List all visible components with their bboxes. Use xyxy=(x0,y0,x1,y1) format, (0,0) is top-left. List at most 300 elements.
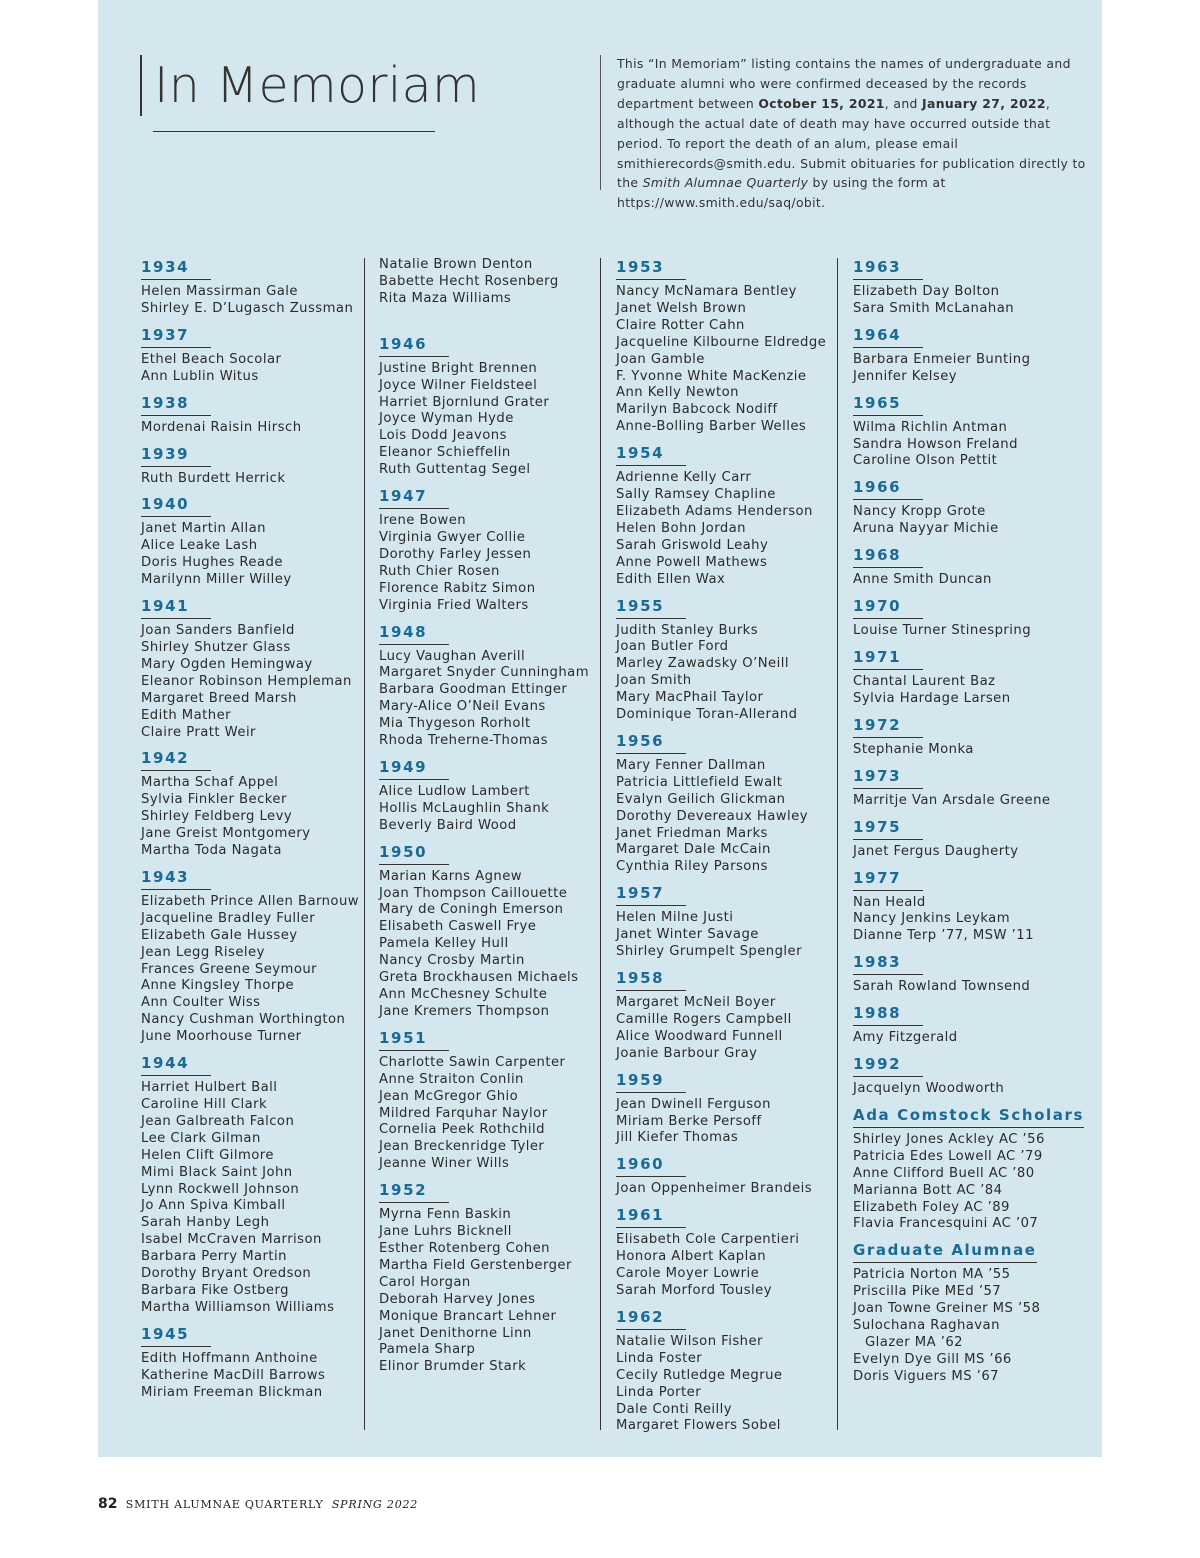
alum-name: Linda Porter xyxy=(616,1384,702,1400)
alum-name: Joan Gamble xyxy=(616,351,705,367)
year-section xyxy=(616,443,831,588)
year-heading: 1988 xyxy=(853,1004,923,1026)
alum-name: Wilma Richlin Antman xyxy=(853,419,1008,435)
year-section xyxy=(379,257,594,308)
alum-name: Evelyn Dye Gill MS ’66 xyxy=(853,1351,1012,1367)
name-list xyxy=(379,257,594,308)
alum-name: Frances Greene Seymour xyxy=(141,961,318,977)
year-heading: 1965 xyxy=(853,394,923,416)
alum-name: Edith Hoffmann Anthoine xyxy=(141,1350,318,1366)
year-heading: 1977 xyxy=(853,869,923,891)
alum-name: Sulochana Raghavan xyxy=(853,1318,1000,1334)
name-list xyxy=(853,844,1093,861)
name-list xyxy=(379,1055,594,1173)
alum-name: Janet Friedman Marks xyxy=(616,825,768,841)
alum-name: Margaret Breed Marsh xyxy=(141,690,297,706)
title-underline xyxy=(153,131,435,132)
alum-name: Irene Bowen xyxy=(379,513,467,529)
year-section xyxy=(853,393,1093,471)
year-section xyxy=(616,731,831,876)
alum-name: Margaret Snyder Cunningham xyxy=(379,665,590,681)
alum-name: Aruna Nayyar Michie xyxy=(853,521,999,537)
alum-name: Virginia Gwyer Collie xyxy=(379,529,526,545)
intro-accent-bar xyxy=(600,55,601,190)
alum-name: Barbara Fike Ostberg xyxy=(141,1282,289,1298)
alum-name: Marley Zawadsky O’Neill xyxy=(616,656,789,672)
alum-name: Barbara Enmeier Bunting xyxy=(853,351,1031,367)
name-list xyxy=(141,623,361,741)
alum-name: Barbara Goodman Ettinger xyxy=(379,682,568,698)
name-list xyxy=(616,995,831,1063)
alum-name: June Moorhouse Turner xyxy=(141,1029,302,1045)
alum-name: Sarah Morford Tousley xyxy=(616,1282,772,1298)
year-section xyxy=(853,545,1093,589)
alum-name: Esther Rotenberg Cohen xyxy=(379,1240,550,1256)
year-heading: Ada Comstock Scholars xyxy=(853,1106,1084,1128)
year-heading: 1941 xyxy=(141,597,211,619)
alum-name: Helen Milne Justi xyxy=(616,910,734,926)
year-section xyxy=(616,596,831,724)
year-heading: 1966 xyxy=(853,478,923,500)
alum-name: Lynn Rockwell Johnson xyxy=(141,1181,300,1197)
alum-name: Claire Pratt Weir xyxy=(141,724,256,740)
alum-name: Sylvia Finkler Becker xyxy=(141,792,287,808)
alum-name: Marilynn Miller Willey xyxy=(141,572,292,588)
year-section xyxy=(853,257,1093,318)
name-list xyxy=(616,1232,831,1300)
year-section xyxy=(616,1070,831,1148)
alum-name: Cecily Rutledge Megrue xyxy=(616,1367,783,1383)
year-heading: 1972 xyxy=(853,716,923,738)
alum-name: Charlotte Sawin Carpenter xyxy=(379,1054,566,1070)
date-end: January 27, 2022 xyxy=(922,95,1046,111)
year-heading: 1944 xyxy=(141,1054,211,1076)
alum-name: Patricia Edes Lowell AC ’79 xyxy=(853,1148,1043,1164)
year-heading: 1952 xyxy=(379,1181,449,1203)
alum-name: Beverly Baird Wood xyxy=(379,817,517,833)
alum-name: Alice Ludlow Lambert xyxy=(379,783,530,799)
alum-name: Florence Rabitz Simon xyxy=(379,580,536,596)
alum-name: Elizabeth Foley AC ’89 xyxy=(853,1199,1010,1215)
year-heading: 1959 xyxy=(616,1071,686,1093)
year-section xyxy=(616,883,831,961)
alum-name: Honora Albert Kaplan xyxy=(616,1249,767,1265)
alum-name: Jane Luhrs Bicknell xyxy=(379,1224,512,1240)
alum-name: Jennifer Kelsey xyxy=(853,368,958,384)
alum-name: Chantal Laurent Baz xyxy=(853,673,996,689)
name-list xyxy=(379,649,594,750)
alum-name: Natalie Wilson Fisher xyxy=(616,1333,763,1349)
year-section xyxy=(853,817,1093,861)
alum-name: Jacquelyn Woodworth xyxy=(853,1081,1005,1097)
alum-name: Sarah Hanby Legh xyxy=(141,1215,270,1231)
year-heading: 1938 xyxy=(141,394,211,416)
alum-name: Martha Field Gerstenberger xyxy=(379,1257,572,1273)
intro-text-1: This “In Memoriam” listing contains the names of undergraduate and graduate alumni who were confirmed deceased by the records department between xyxy=(617,56,1071,111)
names-column-3 xyxy=(616,257,831,1442)
alum-name: Marianna Bott AC ’84 xyxy=(853,1182,1003,1198)
alum-name: Hollis McLaughlin Shank xyxy=(379,800,550,816)
alum-name: Cynthia Riley Parsons xyxy=(616,859,768,875)
alum-name: Camille Rogers Campbell xyxy=(616,1011,792,1027)
year-heading: 1964 xyxy=(853,326,923,348)
column-divider xyxy=(600,258,601,1430)
alum-name: Eleanor Schieffelin xyxy=(379,445,511,461)
year-heading: 1958 xyxy=(616,969,686,991)
year-section xyxy=(141,596,361,741)
names-column-4 xyxy=(853,257,1093,1393)
alum-name: Rita Maza Williams xyxy=(379,290,512,306)
year-heading: 1953 xyxy=(616,258,686,280)
date-start: October 15, 2021 xyxy=(758,95,885,111)
title-accent-bar xyxy=(140,55,142,116)
alum-name: Caroline Olson Pettit xyxy=(853,453,998,469)
alum-name: Nancy Kropp Grote xyxy=(853,504,986,520)
year-section xyxy=(379,842,594,1021)
alum-name: Judith Stanley Burks xyxy=(616,622,759,638)
names-column-1 xyxy=(141,257,361,1409)
alum-name: Shirley Jones Ackley AC ’56 xyxy=(853,1131,1045,1147)
name-list xyxy=(616,284,831,436)
alum-name: Babette Hecht Rosenberg xyxy=(379,273,559,289)
year-heading: 1937 xyxy=(141,326,211,348)
year-section xyxy=(853,647,1093,708)
name-list xyxy=(141,1080,361,1317)
alum-name: Janet Martin Allan xyxy=(141,521,266,537)
year-section xyxy=(379,757,594,835)
year-heading: 1961 xyxy=(616,1206,686,1228)
name-list xyxy=(853,793,1093,810)
alum-name: Shirley Shutzer Glass xyxy=(141,639,291,655)
intro-text-3: , although the actual date of death may have occurred outside that period. To report the death of an alum, please email smithierecords@smith.edu. Submit obituaries for publication directly to the xyxy=(617,95,1086,191)
alum-name: Harriet Bjornlund Grater xyxy=(379,394,550,410)
alum-name: Anne Kingsley Thorpe xyxy=(141,978,295,994)
year-section xyxy=(616,1307,831,1435)
year-section xyxy=(853,952,1093,996)
name-list xyxy=(853,979,1093,996)
year-heading: 1970 xyxy=(853,597,923,619)
alum-name: Janet Denithorne Linn xyxy=(379,1325,532,1341)
name-list xyxy=(853,1132,1093,1233)
year-heading: 1992 xyxy=(853,1055,923,1077)
name-list xyxy=(141,775,361,860)
name-list xyxy=(379,784,594,835)
name-list xyxy=(853,572,1093,589)
alum-name: Barbara Perry Martin xyxy=(141,1249,287,1265)
alum-name: Dorothy Bryant Oredson xyxy=(141,1266,312,1282)
name-list xyxy=(379,1207,594,1376)
alum-name: Jane Kremers Thompson xyxy=(379,1003,550,1019)
alum-name: Carol Horgan xyxy=(379,1274,471,1290)
year-heading: 1954 xyxy=(616,444,686,466)
year-heading: 1968 xyxy=(853,546,923,568)
alum-name: Jacqueline Kilbourne Eldredge xyxy=(616,334,827,350)
year-section xyxy=(141,444,361,488)
alum-name: Jean McGregor Ghio xyxy=(379,1088,519,1104)
alum-name: Ann Kelly Newton xyxy=(616,385,739,401)
alum-name: Janet Fergus Daugherty xyxy=(853,843,1019,859)
name-list xyxy=(853,895,1093,946)
alum-name: Eleanor Robinson Hempleman xyxy=(141,673,352,689)
alum-name: Shirley E. D’Lugasch Zussman xyxy=(141,300,354,316)
year-heading: 1983 xyxy=(853,953,923,975)
year-section xyxy=(141,1324,361,1402)
alum-name: Nan Heald xyxy=(853,894,926,910)
alum-name: Edith Mather xyxy=(141,707,232,723)
alum-name: Sylvia Hardage Larsen xyxy=(853,690,1011,706)
year-section xyxy=(379,486,594,614)
name-list xyxy=(616,470,831,588)
alum-name: Doris Viguers MS ’67 xyxy=(853,1368,1000,1384)
alum-name: Elizabeth Day Bolton xyxy=(853,284,1000,299)
name-list xyxy=(853,420,1093,471)
year-heading: 1962 xyxy=(616,1308,686,1330)
year-heading: 1940 xyxy=(141,495,211,517)
alum-name: Mary-Alice O’Neil Evans xyxy=(379,699,546,715)
name-list xyxy=(141,352,361,386)
name-list xyxy=(379,869,594,1021)
alum-name: Mary MacPhail Taylor xyxy=(616,690,764,706)
year-heading: 1963 xyxy=(853,258,923,280)
alum-name: Linda Foster xyxy=(616,1350,703,1366)
year-heading: 1934 xyxy=(141,258,211,280)
alum-name: Dominique Toran-Allerand xyxy=(616,707,798,723)
page-number: 82 xyxy=(98,1496,118,1512)
alum-name: Joan Sanders Banfield xyxy=(141,623,295,639)
year-section xyxy=(616,1205,831,1300)
alum-name: Margaret Dale McCain xyxy=(616,842,771,858)
year-heading: 1949 xyxy=(379,758,449,780)
alum-name: Pamela Sharp xyxy=(379,1342,476,1358)
alum-name: Joyce Wyman Hyde xyxy=(379,411,514,427)
alum-name: Elinor Brumder Stark xyxy=(379,1359,527,1375)
year-heading: 1948 xyxy=(379,623,449,645)
alum-name: Nancy McNamara Bentley xyxy=(616,284,797,299)
alum-name: Dorothy Farley Jessen xyxy=(379,546,532,562)
name-list xyxy=(616,758,831,876)
name-list xyxy=(141,420,361,437)
alum-name: Sara Smith McLanahan xyxy=(853,300,1015,316)
alum-name: Alice Woodward Funnell xyxy=(616,1028,783,1044)
alum-name: Elisabeth Cole Carpentieri xyxy=(616,1232,800,1248)
year-heading: 1957 xyxy=(616,884,686,906)
alum-name: Evalyn Geilich Glickman xyxy=(616,791,786,807)
alum-name: Amy Fitzgerald xyxy=(853,1030,958,1046)
alum-name: Cornelia Peek Rothchild xyxy=(379,1122,545,1138)
year-section xyxy=(141,494,361,589)
name-list xyxy=(853,1267,1093,1385)
alum-name: Joyce Wilner Fieldsteel xyxy=(379,377,538,393)
name-list xyxy=(853,1030,1093,1047)
alum-name: Joan Oppenheimer Brandeis xyxy=(616,1181,813,1197)
intro-text-2: , and xyxy=(884,95,923,111)
year-heading: 1947 xyxy=(379,487,449,509)
alum-name: Nancy Crosby Martin xyxy=(379,953,525,969)
name-list xyxy=(141,1351,361,1402)
name-list xyxy=(616,1181,831,1198)
alum-name: Mary de Coningh Emerson xyxy=(379,902,564,918)
alum-name: Mary Fenner Dallman xyxy=(616,757,766,773)
year-section xyxy=(379,334,594,479)
alum-name: Anne Smith Duncan xyxy=(853,572,992,588)
alum-name: Pamela Kelley Hull xyxy=(379,936,509,952)
alum-name: Katherine MacDill Barrows xyxy=(141,1367,326,1383)
alum-name: Mildred Farquhar Naylor xyxy=(379,1105,548,1121)
alum-name: Ann McChesney Schulte xyxy=(379,987,548,1002)
alum-name: F. Yvonne White MacKenzie xyxy=(616,368,807,384)
alum-name: Nancy Cushman Worthington xyxy=(141,1012,346,1028)
alum-name: Greta Brockhausen Michaels xyxy=(379,970,579,986)
alum-name: Elizabeth Adams Henderson xyxy=(616,503,813,519)
alum-name: Jean Legg Riseley xyxy=(141,944,265,960)
alum-name: Martha Williamson Williams xyxy=(141,1299,335,1315)
alum-name: Sally Ramsey Chapline xyxy=(616,487,776,503)
alum-name: Jeanne Winer Wills xyxy=(379,1156,510,1172)
alum-name: Janet Welsh Brown xyxy=(616,300,747,316)
alum-name: Jo Ann Spiva Kimball xyxy=(141,1198,286,1214)
year-heading: 1975 xyxy=(853,818,923,840)
alum-name: Elisabeth Caswell Frye xyxy=(379,919,537,935)
alum-name: Mia Thygeson Rorholt xyxy=(379,716,531,732)
year-section xyxy=(379,1028,594,1173)
alum-name: Anne Straiton Conlin xyxy=(379,1071,524,1087)
alum-name: Glazer MA ’62 xyxy=(865,1335,964,1350)
name-list xyxy=(616,1097,831,1148)
alum-name: Flavia Francesquini AC ’07 xyxy=(853,1216,1039,1232)
alum-name: Ruth Burdett Herrick xyxy=(141,470,286,486)
year-heading: 1942 xyxy=(141,749,211,771)
column-divider xyxy=(364,258,365,1430)
alum-name: Anne Powell Mathews xyxy=(616,554,768,570)
name-list xyxy=(141,471,361,488)
alum-name: Miriam Berke Persoff xyxy=(616,1113,762,1129)
name-list xyxy=(616,623,831,724)
year-section xyxy=(853,766,1093,810)
name-list xyxy=(141,894,361,1046)
year-heading: 1946 xyxy=(379,335,449,357)
name-list xyxy=(853,504,1093,538)
alum-name: Justine Bright Brennen xyxy=(379,360,538,376)
alum-name: Lucy Vaughan Averill xyxy=(379,648,526,664)
alum-name: Margaret McNeil Boyer xyxy=(616,995,776,1010)
year-heading: 1950 xyxy=(379,843,449,865)
alum-name: Patricia Littlefield Ewalt xyxy=(616,774,783,790)
year-section xyxy=(141,1053,361,1317)
name-list xyxy=(379,361,594,479)
alum-name: Ethel Beach Socolar xyxy=(141,351,282,367)
alum-name: Adrienne Kelly Carr xyxy=(616,470,752,486)
year-section xyxy=(853,715,1093,759)
year-section xyxy=(141,393,361,437)
alum-name: Lois Dodd Jeavons xyxy=(379,428,507,444)
name-list xyxy=(853,742,1093,759)
year-section xyxy=(616,1154,831,1198)
alum-name: Jean Dwinell Ferguson xyxy=(616,1096,771,1112)
alum-name: Anne-Bolling Barber Welles xyxy=(616,419,807,435)
name-list xyxy=(141,521,361,589)
alum-name: Jane Greist Montgomery xyxy=(141,826,311,842)
alum-name: Ann Lublin Witus xyxy=(141,368,259,384)
alum-name: Rhoda Treherne-Thomas xyxy=(379,733,549,749)
year-section xyxy=(853,596,1093,640)
alum-name: Helen Bohn Jordan xyxy=(616,520,746,536)
alum-name: Marian Karns Agnew xyxy=(379,868,523,884)
year-section xyxy=(853,1003,1093,1047)
year-section xyxy=(379,622,594,750)
year-heading: 1945 xyxy=(141,1325,211,1347)
year-section xyxy=(141,257,361,318)
alum-name: Deborah Harvey Jones xyxy=(379,1291,536,1307)
alum-name: Elizabeth Prince Allen Barnouw xyxy=(141,893,359,909)
year-heading: 1973 xyxy=(853,767,923,789)
name-list xyxy=(379,513,594,614)
alum-name: Joan Smith xyxy=(616,673,692,689)
page-footer xyxy=(98,1496,418,1512)
year-section xyxy=(853,1054,1093,1098)
alum-name: Monique Brancart Lehner xyxy=(379,1308,557,1324)
year-section xyxy=(853,1105,1093,1233)
alum-name: Shirley Grumpelt Spengler xyxy=(616,944,802,960)
year-heading: 1951 xyxy=(379,1029,449,1051)
intro-text-4: by using the form at https://www.smith.edu/saq/obit. xyxy=(617,175,946,211)
alum-name: Margaret Flowers Sobel xyxy=(616,1418,781,1434)
alum-name: Doris Hughes Reade xyxy=(141,555,283,571)
year-section xyxy=(853,1240,1093,1385)
alum-name: Miriam Freeman Blickman xyxy=(141,1384,323,1400)
alum-name: Helen Massirman Gale xyxy=(141,284,298,299)
footer-issue: SPRING 2022 xyxy=(331,1498,419,1511)
alum-name: Sandra Howson Freland xyxy=(853,436,1018,452)
alum-name: Ann Coulter Wiss xyxy=(141,995,261,1011)
alum-name: Martha Toda Nagata xyxy=(141,843,282,859)
alum-name: Virginia Fried Walters xyxy=(379,597,529,613)
year-section xyxy=(379,1180,594,1376)
alum-name: Ruth Chier Rosen xyxy=(379,563,500,579)
year-heading: 1943 xyxy=(141,868,211,890)
name-list xyxy=(853,284,1093,318)
alum-name: Mimi Black Saint John xyxy=(141,1164,293,1180)
alum-name: Helen Clift Gilmore xyxy=(141,1147,274,1163)
alum-name: Joan Butler Ford xyxy=(616,639,729,655)
alum-name: Louise Turner Stinespring xyxy=(853,623,1032,639)
year-section xyxy=(853,325,1093,386)
alum-name: Elizabeth Gale Hussey xyxy=(141,927,298,943)
alum-name: Nancy Jenkins Leykam xyxy=(853,911,1010,927)
year-section xyxy=(616,968,831,1063)
alum-name: Jean Breckenridge Tyler xyxy=(379,1139,545,1155)
name-list xyxy=(853,352,1093,386)
name-list xyxy=(853,623,1093,640)
year-section xyxy=(141,748,361,860)
alum-name: Priscilla Pike MEd ’57 xyxy=(853,1284,1002,1300)
alum-name: Janet Winter Savage xyxy=(616,927,759,943)
alum-name: Claire Rotter Cahn xyxy=(616,317,745,333)
alum-name: Harriet Hulbert Ball xyxy=(141,1080,278,1096)
year-section xyxy=(853,477,1093,538)
alum-name: Isabel McCraven Marrison xyxy=(141,1232,322,1248)
alum-name: Anne Clifford Buell AC ’80 xyxy=(853,1165,1035,1181)
alum-name: Natalie Brown Denton xyxy=(379,257,533,272)
alum-name: Dianne Terp ’77, MSW ’11 xyxy=(853,928,1034,944)
column-divider xyxy=(837,258,838,1430)
alum-name: Sarah Griswold Leahy xyxy=(616,537,769,553)
year-section xyxy=(141,325,361,386)
alum-name: Jean Galbreath Falcon xyxy=(141,1113,295,1129)
alum-name: Patricia Norton MA ’55 xyxy=(853,1267,1011,1283)
alum-name: Alice Leake Lash xyxy=(141,538,258,554)
page-title: In Memoriam xyxy=(154,57,481,114)
name-list xyxy=(616,910,831,961)
